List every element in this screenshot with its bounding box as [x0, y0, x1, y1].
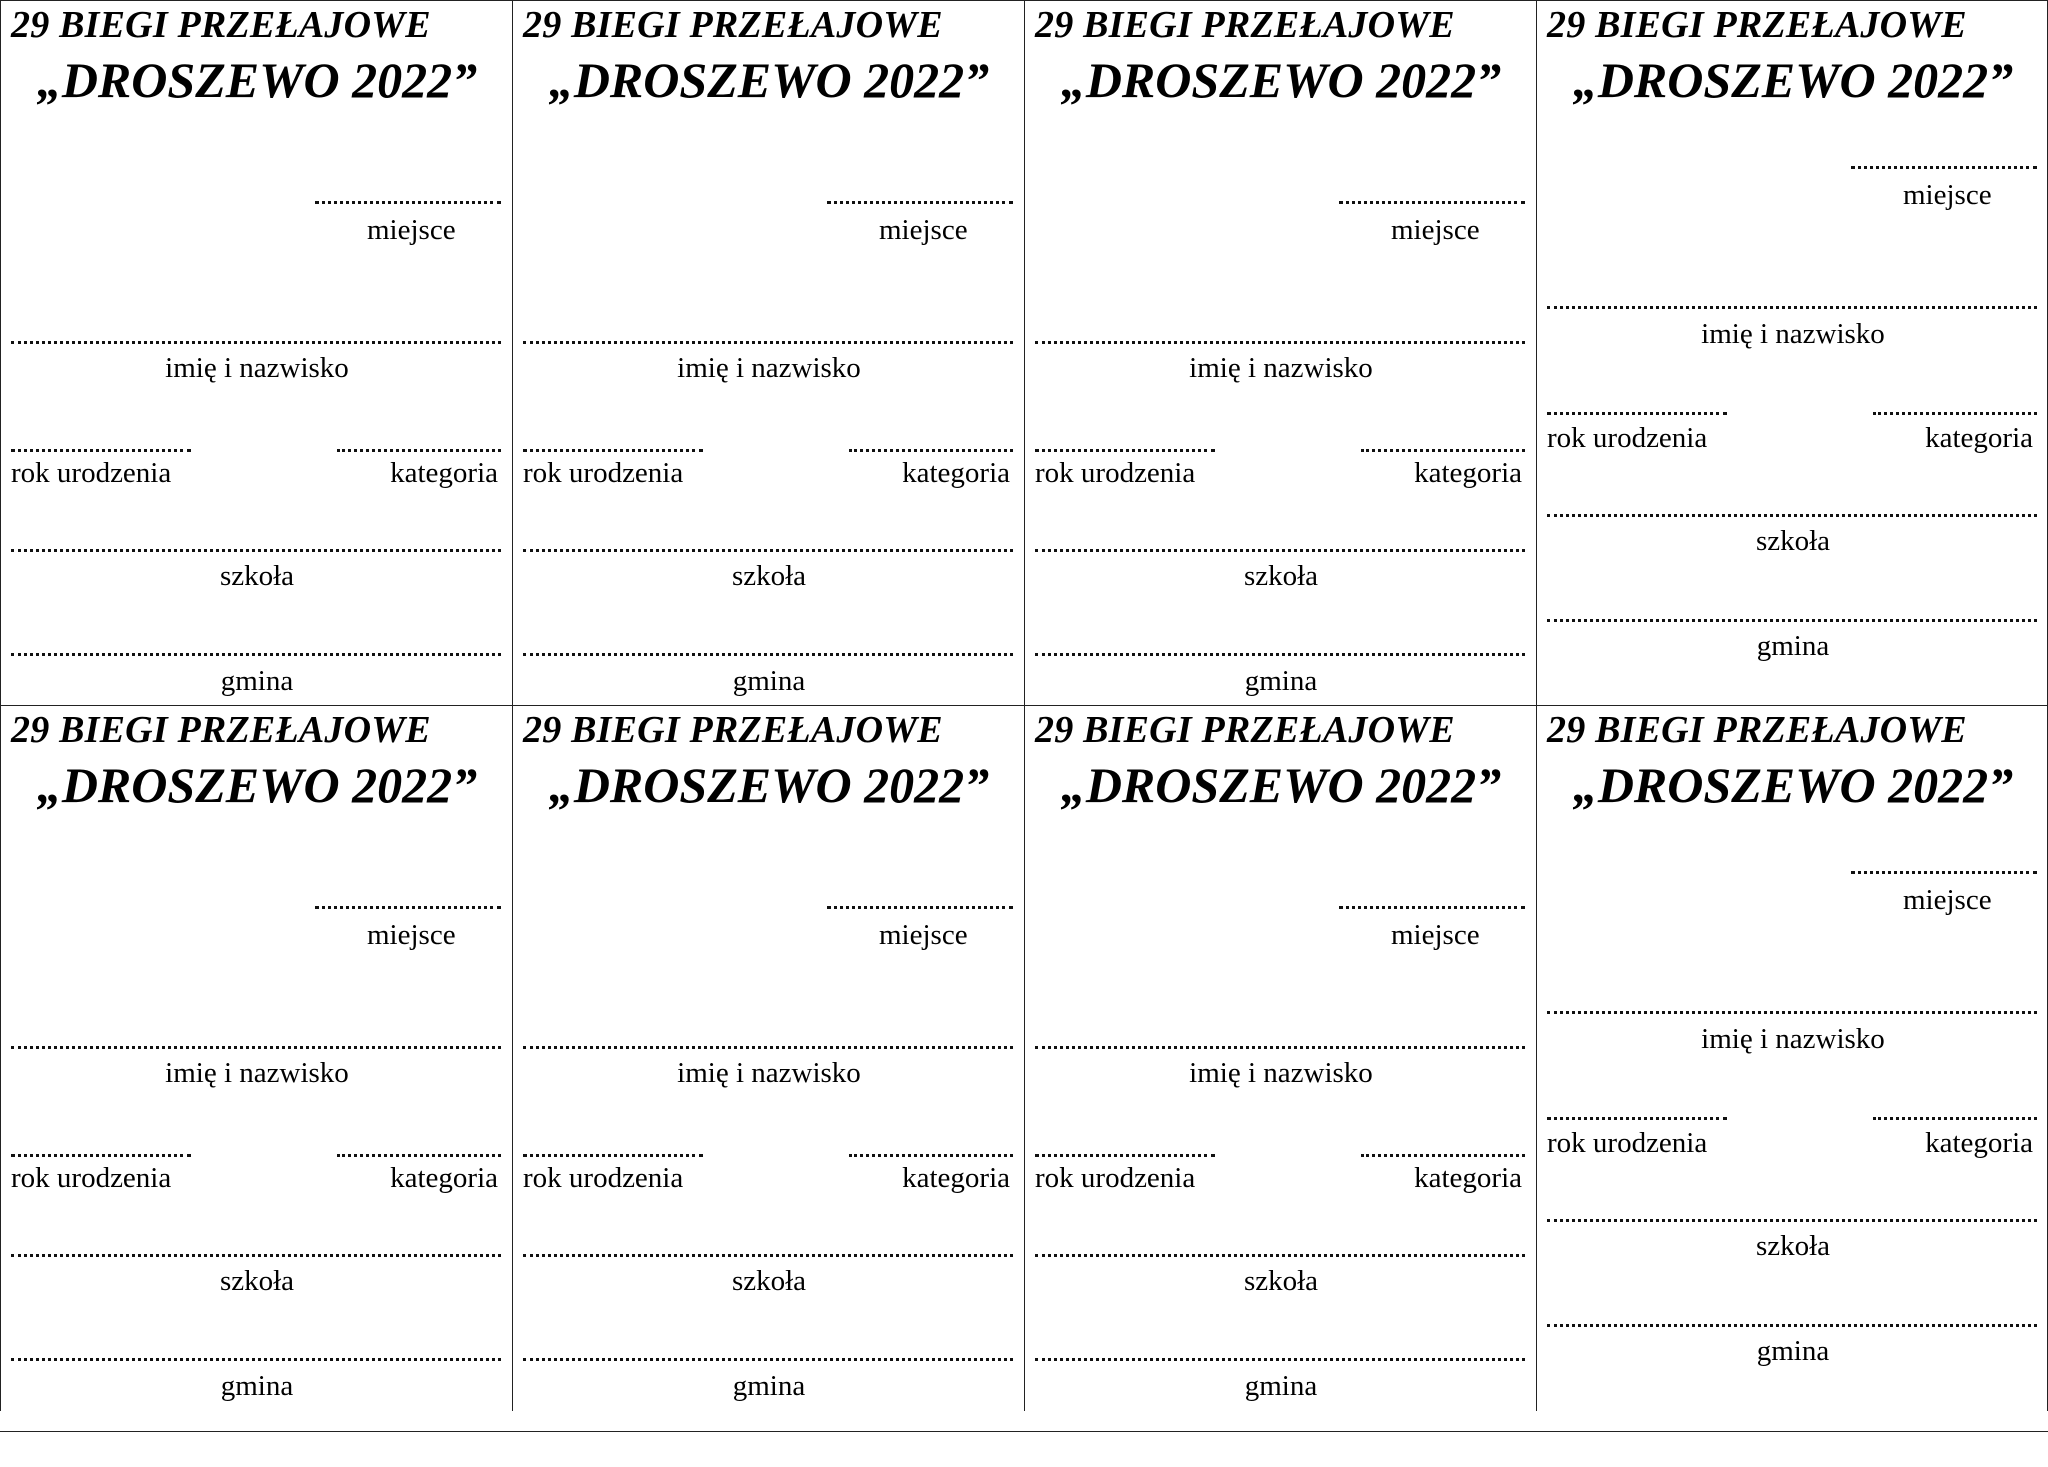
category-dots — [849, 449, 1013, 452]
event-name: „DROSZEWO 2022” — [1060, 52, 1502, 108]
event-title: 29 BIEGI PRZEŁAJOWE — [523, 4, 943, 46]
commune-label: gmina — [1244, 1370, 1318, 1402]
place-dots — [1339, 906, 1525, 909]
place-label: miejsce — [1391, 214, 1480, 246]
birth-year-dots — [11, 449, 191, 452]
category-label: kategoria — [1414, 457, 1522, 489]
category-dots — [849, 1154, 1013, 1157]
commune-dots — [523, 1358, 1013, 1361]
birth-year-dots — [1547, 1117, 1727, 1120]
birth-year-dots — [523, 1154, 703, 1157]
school-label: szkoła — [731, 1265, 807, 1297]
category-label: kategoria — [1925, 422, 2033, 454]
name-label: imię i nazwisko — [1701, 1023, 1885, 1055]
place-dots — [1339, 201, 1525, 204]
name-label: imię i nazwisko — [677, 1057, 861, 1089]
school-dots — [1035, 1254, 1525, 1257]
school-dots — [1547, 514, 2037, 517]
place-label: miejsce — [1903, 179, 1992, 211]
category-label: kategoria — [1925, 1127, 2033, 1159]
school-dots — [523, 549, 1013, 552]
event-title: 29 BIEGI PRZEŁAJOWE — [1035, 4, 1455, 46]
name-label: imię i nazwisko — [1189, 1057, 1373, 1089]
commune-label: gmina — [220, 1370, 294, 1402]
diploma-card — [0, 1, 512, 706]
school-label: szkoła — [219, 1265, 295, 1297]
diploma-card — [512, 706, 1024, 1411]
commune-label: gmina — [1244, 665, 1318, 697]
place-dots — [315, 201, 501, 204]
birth-year-label: rok urodzenia — [1035, 1162, 1196, 1194]
name-label: imię i nazwisko — [165, 1057, 349, 1089]
event-name: „DROSZEWO 2022” — [36, 757, 478, 813]
birth-year-label: rok urodzenia — [1547, 1127, 1708, 1159]
event-title: 29 BIEGI PRZEŁAJOWE — [11, 4, 431, 46]
category-dots — [337, 1154, 501, 1157]
event-name: „DROSZEWO 2022” — [548, 757, 990, 813]
category-label: kategoria — [1414, 1162, 1522, 1194]
place-label: miejsce — [879, 214, 968, 246]
place-dots — [827, 906, 1013, 909]
event-title: 29 BIEGI PRZEŁAJOWE — [11, 709, 431, 751]
category-dots — [1873, 412, 2037, 415]
birth-year-label: rok urodzenia — [11, 457, 172, 489]
event-name: „DROSZEWO 2022” — [1060, 757, 1502, 813]
school-label: szkoła — [1755, 1230, 1831, 1262]
name-label: imię i nazwisko — [1701, 318, 1885, 350]
commune-dots — [1035, 1358, 1525, 1361]
diploma-card — [512, 1, 1024, 706]
name-dots — [523, 341, 1013, 344]
event-title: 29 BIEGI PRZEŁAJOWE — [523, 709, 943, 751]
event-name: „DROSZEWO 2022” — [36, 52, 478, 108]
birth-year-label: rok urodzenia — [11, 1162, 172, 1194]
commune-label: gmina — [1756, 630, 1830, 662]
event-title: 29 BIEGI PRZEŁAJOWE — [1547, 709, 1967, 751]
place-label: miejsce — [1391, 919, 1480, 951]
commune-dots — [1035, 653, 1525, 656]
name-dots — [1035, 1046, 1525, 1049]
category-label: kategoria — [390, 1162, 498, 1194]
birth-year-label: rok urodzenia — [523, 457, 684, 489]
birth-year-dots — [1547, 412, 1727, 415]
category-dots — [1361, 1154, 1525, 1157]
event-title: 29 BIEGI PRZEŁAJOWE — [1547, 4, 1967, 46]
commune-label: gmina — [732, 1370, 806, 1402]
school-dots — [11, 1254, 501, 1257]
school-dots — [11, 549, 501, 552]
category-dots — [337, 449, 501, 452]
diploma-card — [1024, 1, 1536, 706]
place-dots — [1851, 871, 2037, 874]
diploma-card — [1024, 706, 1536, 1411]
place-dots — [827, 201, 1013, 204]
diploma-card — [1536, 706, 2048, 1411]
name-dots — [11, 341, 501, 344]
name-dots — [523, 1046, 1013, 1049]
birth-year-label: rok urodzenia — [1547, 422, 1708, 454]
place-label: miejsce — [879, 919, 968, 951]
school-label: szkoła — [1755, 525, 1831, 557]
category-dots — [1873, 1117, 2037, 1120]
category-label: kategoria — [390, 457, 498, 489]
name-dots — [1035, 341, 1525, 344]
place-label: miejsce — [1903, 884, 1992, 916]
category-label: kategoria — [902, 457, 1010, 489]
birth-year-dots — [1035, 449, 1215, 452]
commune-label: gmina — [732, 665, 806, 697]
name-dots — [1547, 306, 2037, 309]
name-dots — [11, 1046, 501, 1049]
commune-dots — [1547, 619, 2037, 622]
school-label: szkoła — [1243, 560, 1319, 592]
school-label: szkoła — [1243, 1265, 1319, 1297]
commune-dots — [11, 653, 501, 656]
event-name: „DROSZEWO 2022” — [548, 52, 990, 108]
name-label: imię i nazwisko — [677, 352, 861, 384]
diploma-card — [0, 706, 512, 1411]
birth-year-dots — [1035, 1154, 1215, 1157]
name-label: imię i nazwisko — [1189, 352, 1373, 384]
place-label: miejsce — [367, 919, 456, 951]
school-dots — [1035, 549, 1525, 552]
commune-dots — [11, 1358, 501, 1361]
name-dots — [1547, 1011, 2037, 1014]
commune-label: gmina — [1756, 1335, 1830, 1367]
category-label: kategoria — [902, 1162, 1010, 1194]
event-title: 29 BIEGI PRZEŁAJOWE — [1035, 709, 1455, 751]
category-dots — [1361, 449, 1525, 452]
place-dots — [1851, 166, 2037, 169]
commune-dots — [523, 653, 1013, 656]
place-dots — [315, 906, 501, 909]
place-label: miejsce — [367, 214, 456, 246]
event-name: „DROSZEWO 2022” — [1572, 52, 2014, 108]
commune-label: gmina — [220, 665, 294, 697]
school-dots — [1547, 1219, 2037, 1222]
birth-year-dots — [523, 449, 703, 452]
birth-year-dots — [11, 1154, 191, 1157]
school-label: szkoła — [731, 560, 807, 592]
event-name: „DROSZEWO 2022” — [1572, 757, 2014, 813]
commune-dots — [1547, 1324, 2037, 1327]
name-label: imię i nazwisko — [165, 352, 349, 384]
birth-year-label: rok urodzenia — [1035, 457, 1196, 489]
school-label: szkoła — [219, 560, 295, 592]
school-dots — [523, 1254, 1013, 1257]
birth-year-label: rok urodzenia — [523, 1162, 684, 1194]
diploma-card — [1536, 1, 2048, 706]
